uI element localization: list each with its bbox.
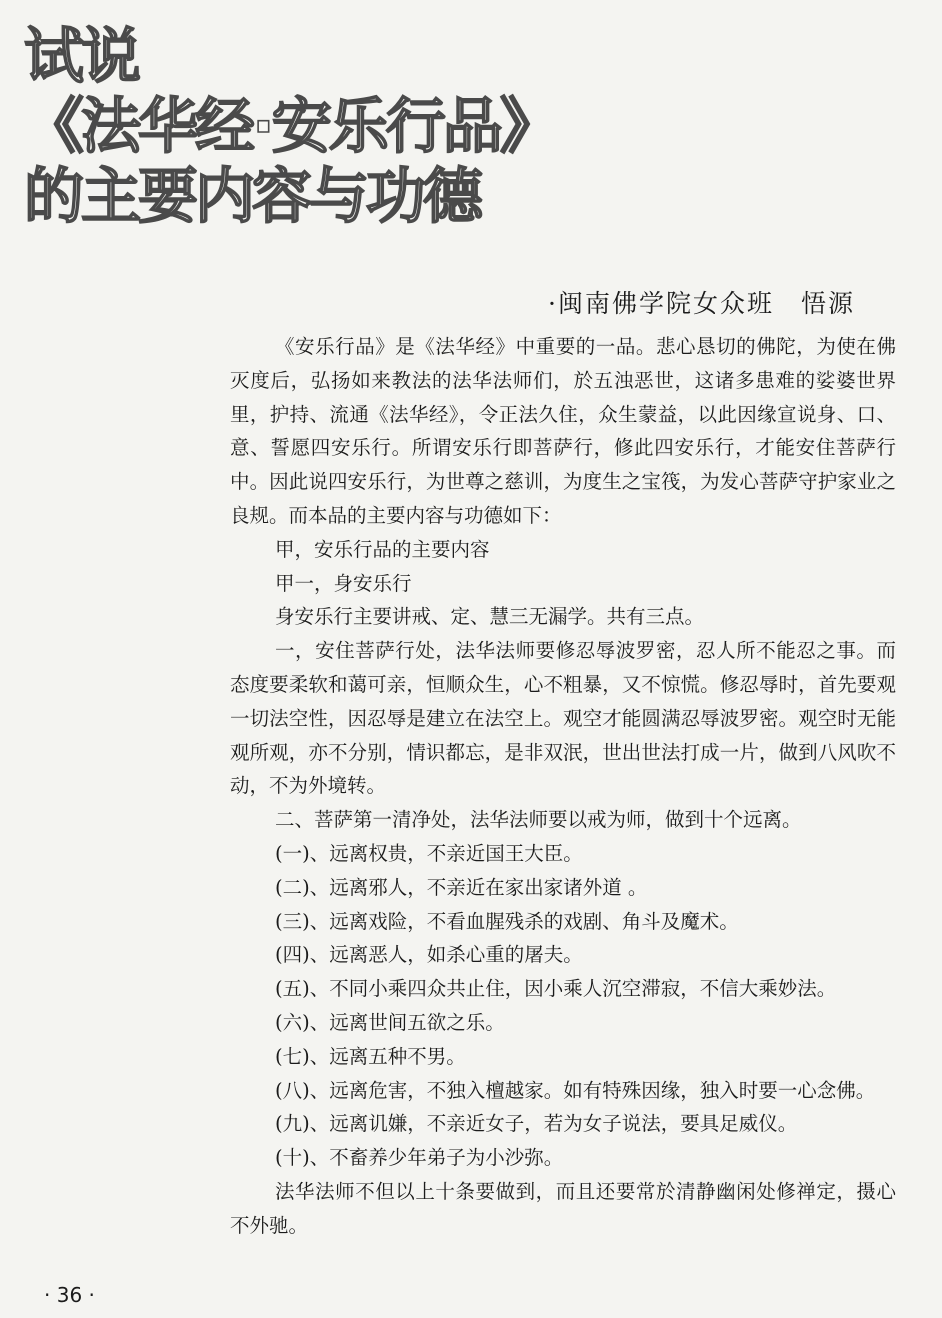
list-item: (八)、远离危害，不独入檀越家。如有特殊因缘，独入时要一心念佛。	[275, 1078, 876, 1102]
author-line: ·闽南佛学院女众班 悟源	[548, 289, 855, 318]
list-item: (三)、远离戏险，不看血腥残杀的戏剧、角斗及魔术。	[275, 909, 739, 933]
heading-main-content: 甲，安乐行品的主要内容	[275, 537, 490, 561]
paragraph: 二、菩萨第一清净处，法华法师要以戒为师，做到十个远离。	[275, 808, 802, 832]
list-item: (五)、不同小乘四众共止住，因小乘人沉空滞寂，不信大乘妙法。	[275, 977, 837, 1001]
list-item: (一)、远离权贵，不亲近国王大臣。	[275, 841, 583, 865]
article-title	[24, 22, 624, 232]
paragraph: 法华法师不但以上十条要做到，而且还要常於清静幽闲处修禅定，摄心不外驰。	[230, 1179, 896, 1237]
title-line-2: 《法华经·安乐行品》	[24, 92, 557, 162]
list-item: (七)、远离五种不男。	[275, 1044, 466, 1068]
list-item: (九)、远离讥嫌，不亲近女子，若为女子说法，要具足威仪。	[275, 1112, 798, 1136]
paragraph: 一，安住菩萨行处，法华法师要修忍辱波罗密，忍人所不能忍之事。而态度要柔软和蔼可亲，恒顺众生，心不粗暴，又不惊慌。修忍辱时，首先要观一切法空性，因忍辱是建立在法空上。观空才能圆满忍辱波罗密。观空时无能观所观，亦不分别，情识都忘，是非双泯，世出世法打成一片，做到八风吹不动，不为外境转。	[230, 639, 896, 798]
list-item: (四)、远离恶人，如杀心重的屠夫。	[275, 943, 583, 967]
list-item: (六)、远离世间五欲之乐。	[275, 1010, 505, 1034]
page-number: · 36 ·	[44, 1283, 95, 1307]
list-item: (二)、远离邪人，不亲近在家出家诸外道 。	[275, 875, 648, 899]
heading-body-practice: 甲一，身安乐行	[275, 571, 412, 595]
article-body	[230, 330, 896, 1243]
paragraph-intro: 《安乐行品》是《法华经》中重要的一品。悲心恳切的佛陀，为使在佛灭度后，弘扬如来教法的法华法师们，於五浊恶世，这诸多患难的娑婆世界里，护持、流通《法华经》，令正法久住，众生蒙益，以此因缘宣说身、口、意、誓愿四安乐行。所谓安乐行即菩萨行，修此四安乐行，才能安住菩萨行中。因此说四安乐行，为世尊之慈训，为度生之宝筏，为发心菩萨守护家业之良规。而本品的主要内容与功德如下：	[230, 335, 896, 527]
paragraph: 身安乐行主要讲戒、定、慧三无漏学。共有三点。	[275, 605, 705, 629]
title-line-3: 的主要内容与功德	[24, 162, 480, 232]
title-line-1: 试说	[24, 22, 138, 92]
list-item: (十)、不畜养少年弟子为小沙弥。	[275, 1146, 564, 1170]
